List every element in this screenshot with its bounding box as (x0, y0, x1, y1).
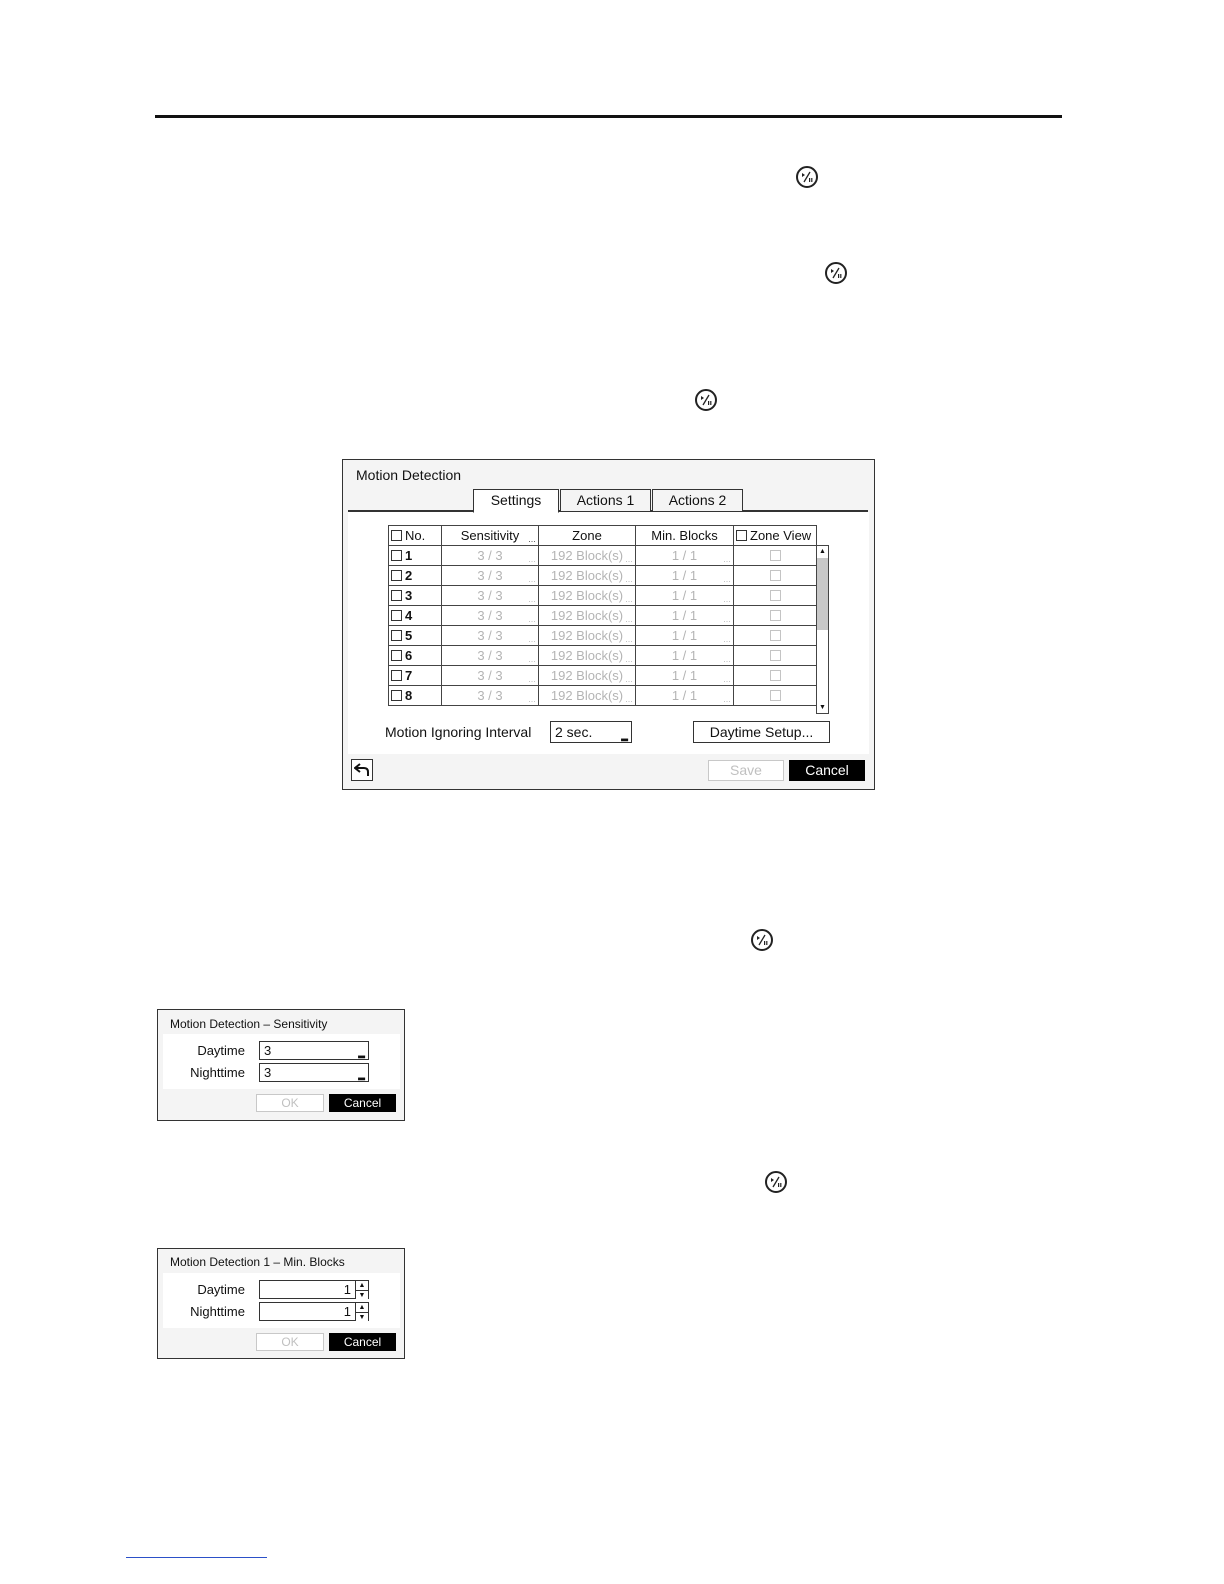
more-icon: … (723, 575, 731, 584)
header-zone: Zone (539, 526, 636, 546)
min-blocks-cell[interactable]: 1 / 1 … (636, 586, 734, 606)
play-pause-icon (825, 262, 847, 284)
row-number[interactable]: 2 (389, 566, 442, 586)
zone-view-cell[interactable] (734, 586, 817, 606)
daytime-sensitivity-select[interactable]: 3 ▂ (259, 1041, 369, 1060)
footer-link-underline (126, 1557, 267, 1558)
zone-view-checkbox[interactable] (770, 690, 781, 701)
play-pause-icon (751, 929, 773, 951)
row-checkbox[interactable] (391, 550, 402, 561)
nighttime-label: Nighttime (190, 1065, 245, 1080)
more-icon: … (625, 635, 633, 644)
more-icon: … (723, 615, 731, 624)
sensitivity-cell[interactable]: 3 / 3 … (442, 626, 539, 646)
row-number[interactable]: 6 (389, 646, 442, 666)
spin-up-icon[interactable]: ▲ (356, 1303, 368, 1313)
spin-down-icon[interactable]: ▼ (358, 1314, 366, 1321)
sensitivity-cell[interactable]: 3 / 3 … (442, 646, 539, 666)
zone-view-checkbox[interactable] (770, 610, 781, 621)
sensitivity-cell[interactable]: 3 / 3 … (442, 666, 539, 686)
daytime-min-blocks-stepper[interactable]: 1 ▲ ▼ (259, 1280, 369, 1299)
more-icon: … (625, 615, 633, 624)
zone-view-checkbox[interactable] (770, 630, 781, 641)
zone-view-cell[interactable] (734, 646, 817, 666)
zone-view-checkbox[interactable] (770, 550, 781, 561)
dropdown-caret-icon: ▂ (621, 731, 628, 741)
row-checkbox[interactable] (391, 590, 402, 601)
zone-cell[interactable]: 192 Block(s) … (539, 666, 636, 686)
more-icon: … (625, 595, 633, 604)
more-icon: … (723, 635, 731, 644)
row-number[interactable]: 7 (389, 666, 442, 686)
spin-up-icon[interactable]: ▲ (356, 1281, 368, 1291)
row-number[interactable]: 1 (389, 546, 442, 566)
zone-view-checkbox[interactable] (770, 570, 781, 581)
table-row[interactable] (389, 586, 817, 606)
spin-buttons[interactable] (355, 1303, 368, 1321)
row-number[interactable]: 4 (389, 606, 442, 626)
table-row[interactable] (389, 646, 817, 666)
zone-cell[interactable]: 192 Block(s) … (539, 586, 636, 606)
tab-settings[interactable]: Settings (473, 489, 559, 513)
header-min-blocks: Min. Blocks (636, 526, 734, 546)
zone-view-cell[interactable] (734, 686, 817, 706)
min-blocks-cell[interactable]: 1 / 1 … (636, 646, 734, 666)
dropdown-caret-icon: ▂ (358, 1070, 365, 1080)
more-icon: … (625, 575, 633, 584)
min-blocks-cell[interactable]: 1 / 1 … (636, 606, 734, 626)
scroll-thumb[interactable] (817, 558, 828, 630)
zone-view-cell[interactable] (734, 606, 817, 626)
more-icon: … (528, 575, 536, 584)
min-blocks-cell[interactable]: 1 / 1 … (636, 566, 734, 586)
zone-cell[interactable]: 192 Block(s) … (539, 686, 636, 706)
more-icon: … (625, 675, 633, 684)
more-icon: … (625, 695, 633, 704)
sensitivity-dialog-title: Motion Detection – Sensitivity (170, 1017, 328, 1031)
zone-view-checkbox[interactable] (770, 650, 781, 661)
zone-view-cell[interactable] (734, 566, 817, 586)
sensitivity-cell[interactable]: 3 / 3 … (442, 606, 539, 626)
min-blocks-cell[interactable]: 1 / 1 … (636, 666, 734, 686)
sensitivity-cell[interactable]: 3 / 3 … (442, 686, 539, 706)
save-button[interactable]: Save (708, 760, 784, 781)
header-zone-view[interactable]: Zone View (734, 526, 817, 546)
row-checkbox[interactable] (391, 630, 402, 641)
page-header-rule (155, 115, 1062, 118)
zone-view-cell[interactable] (734, 546, 817, 566)
tab-actions-2[interactable]: Actions 2 (652, 489, 743, 512)
row-checkbox[interactable] (391, 570, 402, 581)
nighttime-min-blocks-stepper[interactable]: 1 ▲ ▼ (259, 1302, 369, 1321)
more-icon: … (528, 595, 536, 604)
back-button[interactable] (351, 759, 373, 781)
row-number[interactable]: 5 (389, 626, 442, 646)
row-checkbox[interactable] (391, 690, 402, 701)
row-checkbox[interactable] (391, 670, 402, 681)
scroll-up-icon[interactable]: ▲ (819, 548, 826, 555)
zone-view-cell[interactable] (734, 666, 817, 686)
min-blocks-cell[interactable]: 1 / 1 … (636, 626, 734, 646)
spin-buttons[interactable] (355, 1281, 368, 1299)
dropdown-caret-icon: ▂ (358, 1048, 365, 1058)
spin-down-icon[interactable]: ▼ (358, 1292, 366, 1299)
table-row[interactable] (389, 626, 817, 646)
min-blocks-cell[interactable]: 1 / 1 … (636, 686, 734, 706)
row-checkbox[interactable] (391, 610, 402, 621)
back-arrow-icon (354, 763, 370, 777)
interval-label: Motion Ignoring Interval (385, 724, 532, 740)
nighttime-label: Nighttime (190, 1304, 245, 1319)
more-icon: … (723, 595, 731, 604)
play-pause-icon (695, 389, 717, 411)
zone-view-all-checkbox[interactable] (736, 530, 747, 541)
more-icon: … (528, 535, 536, 544)
play-pause-icon (796, 166, 818, 188)
zone-view-cell[interactable] (734, 626, 817, 646)
min-blocks-cell[interactable]: 1 / 1 … (636, 546, 734, 566)
row-checkbox[interactable] (391, 650, 402, 661)
table-row[interactable] (389, 606, 817, 626)
zone-cell[interactable]: 192 Block(s) … (539, 546, 636, 566)
more-icon: … (528, 695, 536, 704)
dialog-title: Motion Detection (356, 467, 462, 483)
daytime-setup-button[interactable]: Daytime Setup... (693, 721, 830, 743)
more-icon: … (528, 675, 536, 684)
more-icon: … (528, 635, 536, 644)
interval-select[interactable]: 2 sec. ▂ (550, 721, 632, 743)
zone-cell[interactable]: 192 Block(s) … (539, 566, 636, 586)
nighttime-sensitivity-select[interactable]: 3 ▂ (259, 1063, 369, 1082)
more-icon: … (528, 615, 536, 624)
sensitivity-cell[interactable]: 3 / 3 … (442, 566, 539, 586)
min-blocks-dialog-title: Motion Detection 1 – Min. Blocks (170, 1255, 345, 1269)
table-row[interactable] (389, 686, 817, 706)
cancel-button[interactable]: Cancel (329, 1333, 396, 1351)
header-sensitivity[interactable]: Sensitivity … (442, 526, 539, 546)
more-icon: … (528, 655, 536, 664)
more-icon: … (723, 555, 731, 564)
row-number[interactable]: 3 (389, 586, 442, 606)
cancel-button[interactable]: Cancel (329, 1094, 396, 1112)
table-row[interactable] (389, 546, 817, 566)
motion-table (388, 525, 817, 706)
more-icon: … (723, 675, 731, 684)
scroll-down-icon[interactable]: ▼ (819, 704, 826, 711)
tab-actions-1[interactable]: Actions 1 (560, 489, 651, 512)
more-icon: … (723, 695, 731, 704)
more-icon: … (528, 555, 536, 564)
zone-cell[interactable]: 192 Block(s) … (539, 626, 636, 646)
more-icon: … (625, 655, 633, 664)
zone-view-checkbox[interactable] (770, 590, 781, 601)
row-number[interactable]: 8 (389, 686, 442, 706)
table-row[interactable] (389, 566, 817, 586)
more-icon: … (625, 555, 633, 564)
sensitivity-cell[interactable]: 3 / 3 … (442, 586, 539, 606)
daytime-label: Daytime (197, 1043, 245, 1058)
zone-cell[interactable]: 192 Block(s) … (539, 646, 636, 666)
zone-view-checkbox[interactable] (770, 670, 781, 681)
zone-cell[interactable]: 192 Block(s) … (539, 606, 636, 626)
select-all-checkbox[interactable] (391, 530, 402, 541)
cancel-button[interactable]: Cancel (789, 760, 865, 781)
header-no[interactable]: No. (389, 526, 442, 546)
more-icon: … (723, 655, 731, 664)
daytime-label: Daytime (197, 1282, 245, 1297)
ok-button[interactable]: OK (256, 1094, 324, 1112)
play-pause-icon (765, 1171, 787, 1193)
sensitivity-cell[interactable]: 3 / 3 … (442, 546, 539, 566)
ok-button[interactable]: OK (256, 1333, 324, 1351)
table-row[interactable] (389, 666, 817, 686)
